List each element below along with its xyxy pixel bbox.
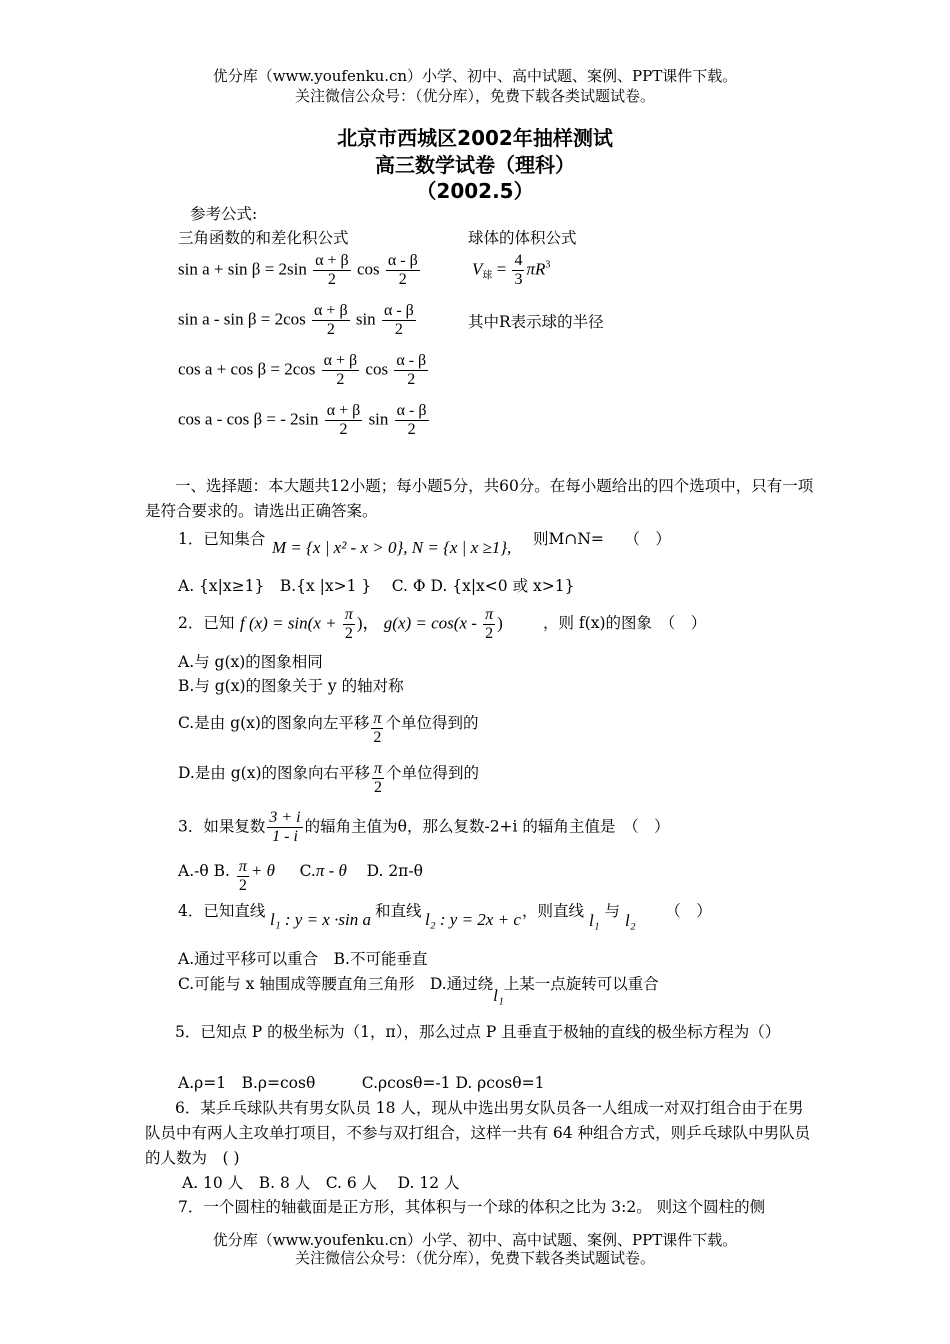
q1-options: A. {x|x≥1} B.{x |x>1 } C. Φ D. {x|x<0 或 x>1} [178,577,575,595]
pi-over-2-fraction: $\frac{\pi}{2}$ [485,606,494,642]
sphere-volume-formula: $V_球$ = $\frac{4}{3}$ $\pi R^3$ [472,252,551,288]
sum-to-product-formula-4: cos a - cos β = - 2sin $\frac{\alpha + \beta}{2}$ sin $\frac{\alpha - \beta}{2}$ [178,402,427,438]
q4-tail: ，则直线 l₁ 与 l₂ （ ） [522,902,712,930]
q2-f-expression: f (x) = sin(x + $\frac{\pi}{2}$ )， g(x) = cos(x - $\frac{\pi}{2}$ ) [240,606,503,642]
pi-over-2-fraction: $\frac{\pi}{2}$ [238,858,247,894]
formula-2-lhs: sin a - sin β = 2cos [178,309,306,329]
half-diff-fraction: $\frac{\alpha - \beta}{2}$ [383,302,414,338]
page-subtitle: 高三数学试卷（理科） [375,153,575,177]
q6-stem: 6．某乒乓球队共有男女队员 18 人，现从中选出男女队员各一人组成一对双打组合由于在男队员中有两人主攻单打项目，不参与双打组合，这样一共有 64 种组合方式，则乒乓球队中男队员的人数为 ( ) [145,1099,811,1167]
q2-option-b: B.与 g(x)的图象关于 y 的轴对称 [178,677,404,695]
q2-option-a: A.与 g(x)的图象相同 [178,653,323,671]
half-diff-fraction: $\frac{\alpha - \beta}{2}$ [396,352,427,388]
half-sum-fraction: $\frac{\alpha + \beta}{2}$ [315,252,349,288]
sphere-formula-heading: 球体的体积公式 [468,229,577,247]
formula-3-lhs: cos a + cos β = 2cos [178,359,316,379]
trig-formula-heading: 三角函数的和差化积公式 [178,229,349,247]
sphere-radius-note: 其中R表示球的半径 [468,313,604,331]
q4-l1-expression: l₁ : y = x ·sin a [270,910,371,929]
q3-stem: 3．如果复数 $\frac{3 + i}{1 - i}$ 的辐角主值为θ，那么复数-2+i 的辐角主值是 （ ） [178,809,670,845]
q5-stem: 5．已知点 P 的极坐标为（1，π），那么过点 P 且垂直于极轴的直线的极坐标方程为（） [175,1023,781,1041]
half-diff-fraction: $\frac{\alpha - \beta}{2}$ [396,402,427,438]
pi-over-2-fraction: $\frac{\pi}{2}$ [374,760,383,796]
complex-fraction: $\frac{3 + i}{1 - i}$ [269,809,301,845]
q1-tail: 则M∩N= （ ） [533,530,671,548]
q4-options-ab: A.通过平移可以重合 B.不可能垂直 [178,950,428,968]
formula-4-lhs: cos a - cos β = - 2sin [178,409,319,429]
q1-set-expression: M = {x | x² - x > 0}, N = {x | x ≥1}, [272,538,512,557]
header-line-2: 关注微信公众号：（优分库），免费下载各类试题试卷。 [294,87,655,105]
sum-to-product-formula-1: sin a + sin β = 2sin $\frac{\alpha + \beta}{2}$ cos $\frac{\alpha - \beta}{2}$ [178,252,418,288]
q2-option-c: C.是由 g(x)的图象向左平移 $\frac{\pi}{2}$ 个单位得到的 [178,710,479,746]
q6-options: A. 10 人 B. 8 人 C. 6 人 D. 12 人 [182,1174,460,1192]
q2-option-d: D.是由 g(x)的图象向右平移 $\frac{\pi}{2}$ 个单位得到的 [178,760,480,796]
reference-heading: 参考公式: [190,205,258,223]
half-sum-fraction: $\frac{\alpha + \beta}{2}$ [314,302,348,338]
q4-l2-expression: l₂ : y = 2x + c [425,910,521,929]
header-line-1: 优分库（www.youfenku.cn）小学、初中、高中试题、案例、PPT课件下载。 [212,67,738,85]
q1-stem: 1．已知集合 [178,530,266,548]
exam-date: （2002.5） [416,179,534,203]
section-1-intro: 一、选择题：本大题共12小题；每小题5分，共60分。在每小题给出的四个选项中，只有一项是符合要求的。请选出正确答案。 [145,477,814,520]
footer-line-1: 优分库（www.youfenku.cn）小学、初中、高中试题、案例、PPT课件下载。 [212,1231,738,1249]
pi-over-2-fraction: $\frac{\pi}{2}$ [373,710,382,746]
half-sum-fraction: $\frac{\alpha + \beta}{2}$ [323,352,358,388]
pi-over-2-fraction: $\frac{\pi}{2}$ [344,606,353,642]
q2-tail: ，则 f(x)的图象 （ ） [543,614,707,632]
half-diff-fraction: $\frac{\alpha - \beta}{2}$ [387,252,418,288]
q3-options: A.-θ B. $\frac{\pi}{2}$ + θ C.π - θ D. 2π-θ [178,858,423,894]
q4-mid: 和直线 [375,902,422,920]
q4-stem: 4．已知直线 [178,902,266,920]
formula-1-lhs: sin a + sin β = 2sin [178,259,307,279]
q4-options-cd: C.可能与 x 轴围成等腰直角三角形 D.通过绕l₁上某一点旋转可以重合 [178,975,659,1005]
half-sum-fraction: $\frac{\alpha + \beta}{2}$ [326,402,361,438]
q5-options: A.ρ=1 B.ρ=cosθ C.ρcosθ=-1 D. ρcosθ=1 [178,1074,545,1092]
q7-stem: 7．一个圆柱的轴截面是正方形，其体积与一个球的体积之比为 3:2。 则这个圆柱的侧 [178,1198,766,1216]
sum-to-product-formula-2: sin a - sin β = 2cos $\frac{\alpha + \beta}{2}$ sin $\frac{\alpha - \beta}{2}$ [178,302,414,338]
q2-stem: 2．已知 [178,614,235,632]
sum-to-product-formula-3: cos a + cos β = 2cos $\frac{\alpha + \beta}{2}$ cos $\frac{\alpha - \beta}{2}$ [178,352,427,388]
page-title: 北京市西城区2002年抽样测试 [337,126,613,150]
four-thirds-fraction: $\frac{4}{3}$ [514,252,523,288]
footer-line-2: 关注微信公众号：（优分库），免费下载各类试题试卷。 [294,1249,655,1267]
